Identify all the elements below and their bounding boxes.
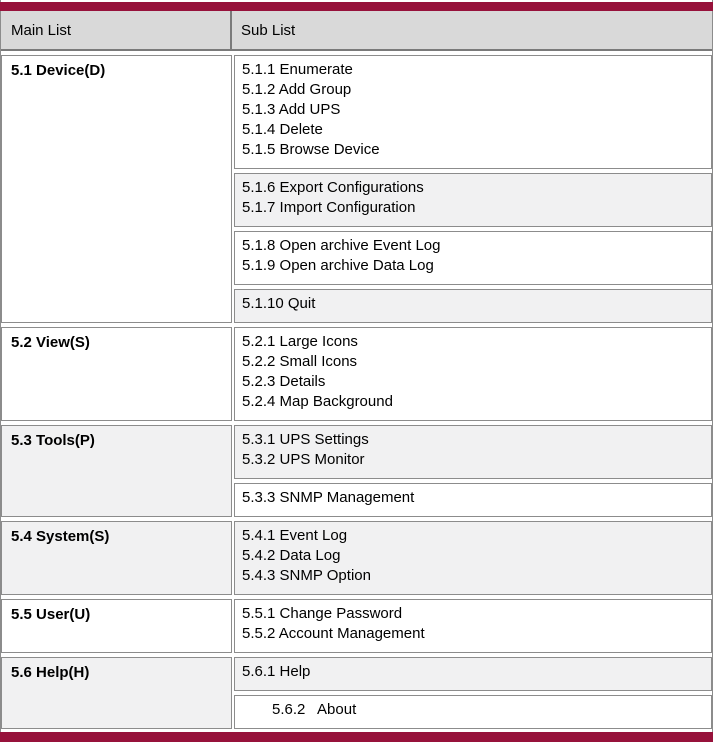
sub-list-item: 5.5.1 Change Password	[242, 605, 403, 622]
sub-list-column	[234, 599, 712, 653]
sub-list-item: 5.3.3 SNMP Management	[242, 489, 415, 506]
table-row	[1, 327, 712, 421]
sub-list-group	[234, 599, 712, 653]
sub-list-item: 5.1.4 Delete	[242, 121, 323, 138]
table-row	[1, 657, 712, 729]
sub-list-group	[234, 173, 712, 227]
sub-list-item: 5.5.2 Account Management	[242, 625, 425, 642]
table-row	[1, 425, 712, 517]
sub-list-item: 5.3.1 UPS Settings	[242, 431, 369, 448]
sub-list-item: 5.1.8 Open archive Event Log	[242, 237, 441, 254]
main-list-cell: 5.4 System(S)	[1, 521, 232, 595]
sub-list-group	[234, 695, 712, 729]
sub-list-column	[234, 425, 712, 517]
sub-list-group	[234, 231, 712, 285]
column-header-main-list: Main List	[1, 11, 232, 49]
sub-list-item: 5.3.2 UPS Monitor	[242, 451, 365, 468]
sub-list-item: 5.1.3 Add UPS	[242, 101, 341, 118]
main-list-cell: 5.6 Help(H)	[1, 657, 232, 729]
sub-list-item: 5.1.5 Browse Device	[242, 141, 380, 158]
table-body	[1, 51, 712, 729]
sub-list-item: 5.4.1 Event Log	[242, 527, 348, 544]
sub-list-item: 5.1.1 Enumerate	[242, 61, 353, 78]
table-row	[1, 599, 712, 653]
menu-reference-table	[1, 11, 712, 729]
sub-list-item: 5.2.1 Large Icons	[242, 333, 358, 350]
table-header-row	[1, 11, 712, 51]
sub-list-column	[234, 521, 712, 595]
sub-list-item: 5.2.4 Map Background	[242, 393, 393, 410]
sub-list-item: 5.4.2 Data Log	[242, 547, 341, 564]
sub-list-column	[234, 657, 712, 729]
sub-list-item: 5.1.9 Open archive Data Log	[242, 257, 434, 274]
sub-list-item: 5.6.1 Help	[242, 663, 311, 680]
sub-list-item: 5.6.2 About	[272, 701, 357, 718]
sub-list-item: 5.1.10 Quit	[242, 295, 316, 312]
main-list-cell: 5.2 View(S)	[1, 327, 232, 421]
table-row	[1, 55, 712, 323]
sub-list-group	[234, 657, 712, 691]
table-row	[1, 521, 712, 595]
sub-list-item: 5.1.2 Add Group	[242, 81, 352, 98]
sub-list-group	[234, 483, 712, 517]
sub-list-column	[234, 55, 712, 323]
sub-list-item: 5.4.3 SNMP Option	[242, 567, 371, 584]
sub-list-item: 5.2.3 Details	[242, 373, 326, 390]
sub-list-group	[234, 55, 712, 169]
main-list-cell: 5.1 Device(D)	[1, 55, 232, 323]
main-list-cell: 5.5 User(U)	[1, 599, 232, 653]
sub-list-group	[234, 327, 712, 421]
sub-list-group	[234, 521, 712, 595]
top-accent-bar	[0, 2, 713, 11]
bottom-accent-bar	[0, 732, 713, 742]
main-list-cell: 5.3 Tools(P)	[1, 425, 232, 517]
sub-list-item: 5.2.2 Small Icons	[242, 353, 358, 370]
sub-list-group	[234, 425, 712, 479]
sub-list-column	[234, 327, 712, 421]
sub-list-item: 5.1.6 Export Configurations	[242, 179, 424, 196]
column-header-sub-list: Sub List	[241, 21, 296, 39]
sub-list-item: 5.1.7 Import Configuration	[242, 199, 416, 216]
sub-list-group	[234, 289, 712, 323]
